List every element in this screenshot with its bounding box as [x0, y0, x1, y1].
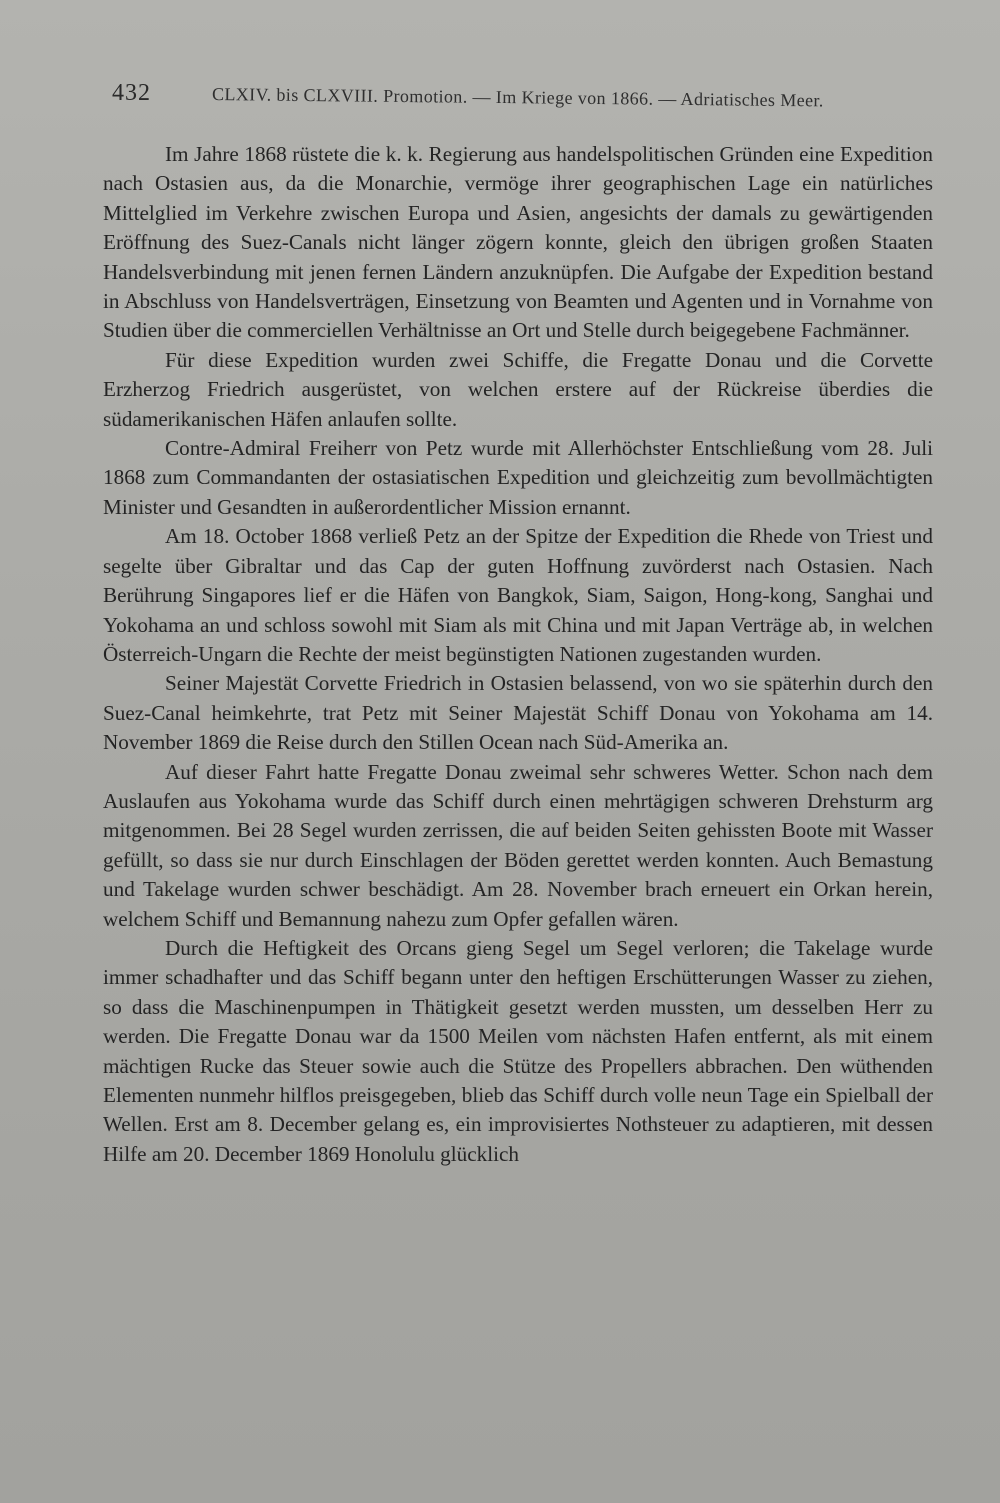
- body-text: [103, 140, 933, 1169]
- paragraph: Für diese Expedition wurden zwei Schiffe, die Fregatte Donau und die Corvette Erzherzog Friedrich ausgerüstet, von welchen erstere auf der Rückreise überdies die südamerikanischen Häfen anlaufen sollte.: [103, 347, 933, 431]
- paragraph: Contre-Admiral Freiherr von Petz wurde mit Allerhöchster Entschließung vom 28. Juli 1868 zum Commandanten der ostasiatischen Expedition und gleichzeitig zum bevollmächtigten Minister und Gesandten in außerordentlicher Mission ernannt.: [103, 436, 933, 519]
- page-number: 432: [112, 80, 151, 106]
- paragraph: Durch die Heftigkeit des Orcans gieng Segel um Segel verloren; die Takelage wurde immer schadhafter und das Schiff begann unter den heftigen Erschütterungen Wasser zu ziehen, so dass die Maschinenpumpen in Thätigkeit gesetzt werden mussten, um desselben Herr zu werden. Die Fregatte Donau war da 1500 Meilen vom nächsten Hafen entfernt, als mit einem mächtigen Rucke das Steuer sowie auch die Stütze des Propellers abbrachen. Den wüthenden Elementen nunmehr hilflos preisgegeben, blieb das Schiff durch volle neun Tage ein Spielball der Wellen. Erst am 8. December gelang es, ein improvisiertes Nothsteuer zu adaptieren, mit dessen Hilfe am 20. December 1869 Honolulu glücklich: [103, 935, 933, 1166]
- page-header: [112, 80, 852, 120]
- paragraph: Seiner Majestät Corvette Friedrich in Ostasien belassend, von wo sie späterhin durch den Suez-Canal heimkehrte, trat Petz mit Seiner Majestät Schiff Donau von Yokohama am 14. November 1869 die Reise durch den Stillen Ocean nach Süd-Amerika an.: [103, 671, 933, 755]
- paragraph: Auf dieser Fahrt hatte Fregatte Donau zweimal sehr schweres Wetter. Schon nach dem Auslaufen aus Yokohama wurde das Schiff durch einen mehrtägigen schweren Drehsturm arg mitgenommen. Bei 28 Segel wurden zerrissen, die auf beiden Seiten gehissten Boote mit Wasser gefüllt, so dass sie nur durch Einschlagen der Böden gerettet werden konnten. Auch Bemastung und Takelage wurden schwer beschädigt. Am 28. November brach erneuert ein Orkan herein, welchem Schiff und Bemannung nahezu zum Opfer gefallen wären.: [103, 759, 933, 931]
- paragraph: Im Jahre 1868 rüstete die k. k. Regierung aus handelspolitischen Gründen eine Expedition nach Ostasien aus, da die Monarchie, vermöge ihrer geographischen Lage ein natürliches Mittelglied im Verkehre zwischen Europa und Asien, angesichts der damals zu gewärtigenden Eröffnung des Suez-Canals nicht länger zögern konnte, gleich den übrigen großen Staaten Handelsverbindung mit jenen fernen Ländern anzuknüpfen. Die Aufgabe der Expedition bestand in Abschluss von Handelsverträgen, Einsetzung von Beamten und Agenten und in Vornahme von Studien über die commerciellen Verhältnisse an Ort und Stelle durch beigegebene Fachmänner.: [103, 142, 933, 343]
- running-head: CLXIV. bis CLXVIII. Promotion. — Im Kriege von 1866. — Adriatisches Meer.: [211, 84, 824, 111]
- paragraph: Am 18. October 1868 verließ Petz an der Spitze der Expedition die Rhede von Triest und segelte über Gibraltar und das Cap der guten Hoffnung zuvörderst nach Ostasien. Nach Berührung Singapores lief er die Häfen von Bangkok, Siam, Saigon, Hong-kong, Sanghai und Yokohama an und schloss sowohl mit Siam als mit China und mit Japan Verträge ab, in welchen Österreich-Ungarn die Rechte der meist begünstigten Nationen zugestanden wurden.: [103, 524, 933, 666]
